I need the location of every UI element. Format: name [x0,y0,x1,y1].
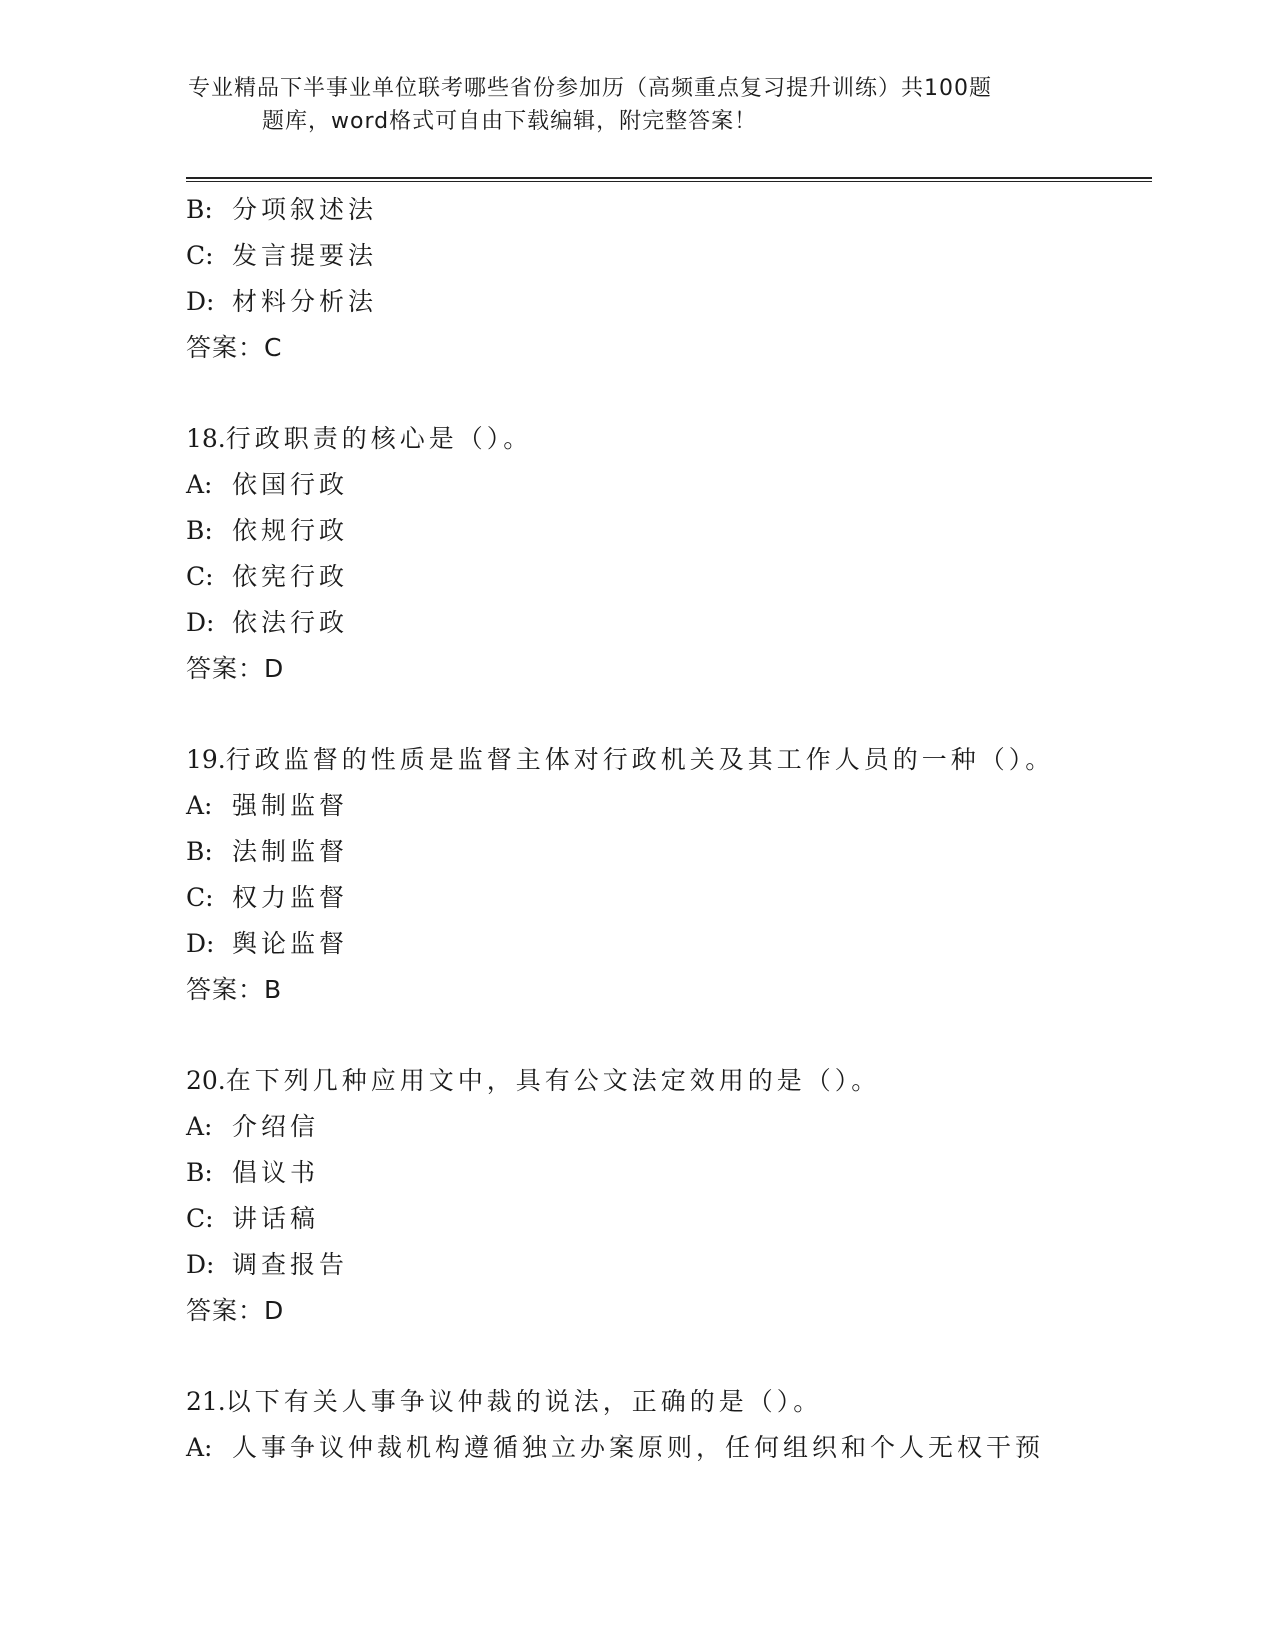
option-text: 材料分析法 [232,287,378,316]
option-text: 调查报告 [232,1250,349,1279]
option-letter: D: [186,1250,215,1279]
answer-value: D [264,1296,285,1325]
option-text: 舆论监督 [232,929,349,958]
option-letter: D: [186,608,215,637]
option-letter: C: [186,562,214,591]
answer-line [186,646,1166,692]
option-text: 分项叙述法 [232,195,378,224]
option-letter: A: [186,1112,213,1141]
option-d [186,921,1166,967]
option-c [186,233,1166,279]
question-text: 行政监督的性质是监督主体对行政机关及其工作人员的一种（）。 [225,745,1055,774]
option-text: 讲话稿 [232,1204,320,1233]
answer-line [186,1288,1166,1334]
option-letter: D: [186,287,215,316]
question-number: 21. [186,1387,226,1416]
option-a [186,1104,1166,1150]
option-letter: A: [186,470,213,499]
question-stem [186,1379,1166,1425]
question-21 [186,1379,1166,1471]
question-20 [186,1058,1166,1334]
answer-label: 答案： [186,975,265,1004]
question-number: 20. [186,1066,226,1095]
option-letter: B: [186,1158,213,1187]
question-number: 19. [186,745,226,774]
option-letter: A: [186,791,213,820]
option-b [186,187,1166,233]
option-text: 倡议书 [232,1158,320,1187]
answer-label: 答案： [186,654,265,683]
option-letter: D: [186,929,215,958]
answer-value: C [264,333,283,362]
question-text: 以下有关人事争议仲裁的说法，正确的是（）。 [225,1387,823,1416]
question-stem [186,737,1166,783]
answer-value: B [264,975,283,1004]
option-b [186,508,1166,554]
option-b [186,829,1166,875]
option-letter: C: [186,1204,214,1233]
option-a [186,783,1166,829]
option-letter: A: [186,1433,213,1462]
option-text: 强制监督 [232,791,349,820]
question-text: 在下列几种应用文中，具有公文法定效用的是（）。 [225,1066,881,1095]
question-list [186,187,1166,1471]
option-text: 介绍信 [232,1112,320,1141]
option-text: 发言提要法 [232,241,378,270]
option-letter: C: [186,241,214,270]
option-text: 权力监督 [232,883,349,912]
option-a [186,462,1166,508]
option-letter: B: [186,195,213,224]
option-d [186,1242,1166,1288]
option-d [186,279,1166,325]
option-letter: B: [186,516,213,545]
option-c [186,875,1166,921]
option-b [186,1150,1166,1196]
document-header [188,72,1088,138]
option-a [186,1425,1166,1471]
option-text: 依宪行政 [232,562,349,591]
question-text: 行政职责的核心是（）。 [225,424,533,453]
option-letter: C: [186,883,214,912]
answer-line [186,325,1166,371]
option-text: 依法行政 [232,608,349,637]
question-number: 18. [186,424,226,453]
header-divider [186,177,1152,182]
question-stem [186,1058,1166,1104]
option-d [186,600,1166,646]
option-text: 法制监督 [232,837,349,866]
question-19 [186,737,1166,1013]
option-text: 依规行政 [232,516,349,545]
option-c [186,1196,1166,1242]
question-stem [186,416,1166,462]
answer-label: 答案： [186,1296,265,1325]
answer-line [186,967,1166,1013]
option-text: 依国行政 [232,470,349,499]
option-letter: B: [186,837,213,866]
question-17-continued [186,187,1166,371]
answer-label: 答案： [186,333,265,362]
question-18 [186,416,1166,692]
header-title-line2: 题库，word格式可自由下载编辑，附完整答案！ [262,109,758,134]
option-c [186,554,1166,600]
answer-value: D [264,654,285,683]
header-title-line1: 专业精品下半事业单位联考哪些省份参加历（高频重点复习提升训练）共100题 [188,76,992,101]
option-text: 人事争议仲裁机构遵循独立办案原则，任何组织和个人无权干预 [232,1433,1045,1462]
